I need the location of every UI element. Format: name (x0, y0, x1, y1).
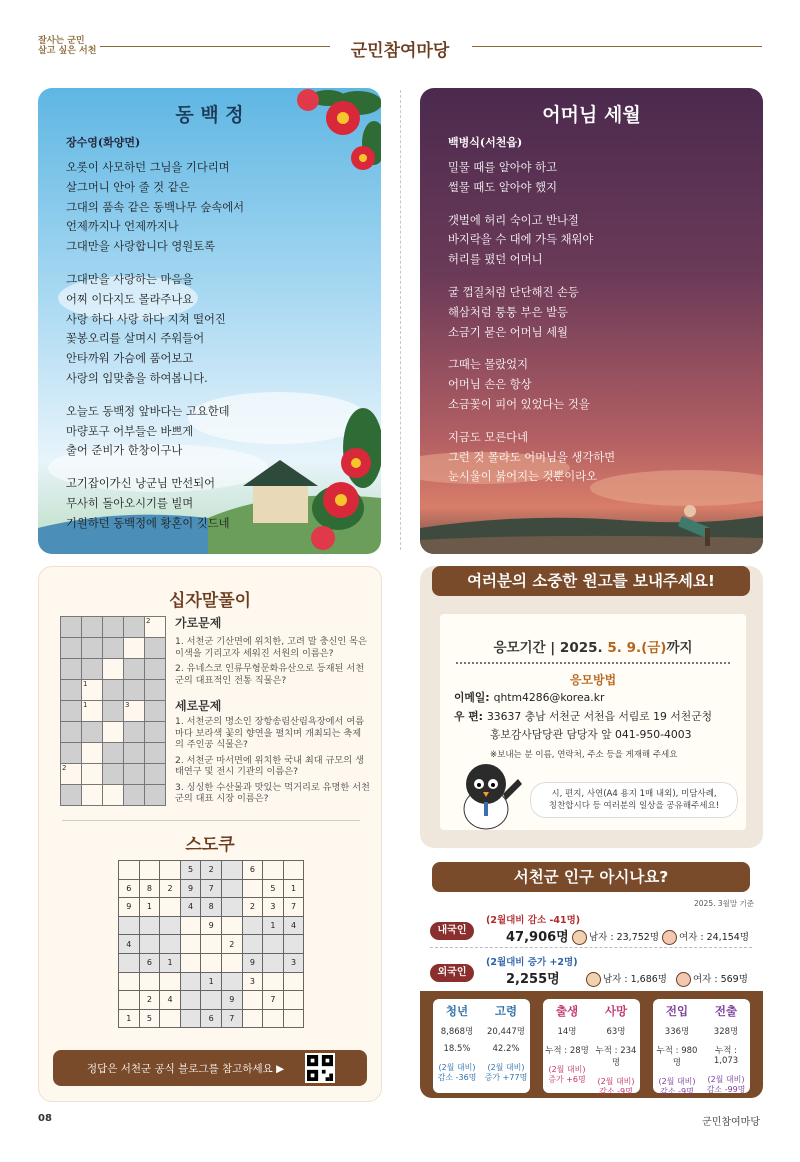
sudoku-cell: 6 (119, 879, 140, 898)
poem-stanza (448, 428, 615, 487)
stat-name: 고령 (494, 1004, 518, 1018)
cell-number: 2 (146, 617, 151, 625)
crossword-cell[interactable] (82, 785, 103, 806)
crossword-cell (103, 764, 124, 785)
crossword-cell (82, 659, 103, 680)
sudoku-cell[interactable] (180, 916, 201, 935)
down-clue: 2. 서천군 마서면에 위치한 국내 최대 규모의 생태연구 및 전시 기관의 이름은? (175, 754, 364, 777)
poem-line: 살그머니 안아 줄 것 같은 (66, 180, 190, 194)
sudoku-cell: 4 (180, 898, 201, 917)
sudoku-cell[interactable] (119, 991, 140, 1010)
bubble-line1: 시, 편지, 사연(A4 용지 1매 내외), 미담사례, (551, 789, 717, 799)
crossword-cell (61, 743, 82, 764)
sudoku-cell[interactable] (139, 916, 160, 935)
crossword-cell (145, 785, 166, 806)
population-stats-panel (420, 991, 763, 1098)
sudoku-cell[interactable] (221, 879, 242, 898)
stat-change-label: (2월 대비) (548, 1065, 586, 1074)
stat-value: 20,447명 (487, 1027, 525, 1037)
sudoku-cell: 2 (201, 861, 222, 880)
sudoku-cell: 7 (221, 1009, 242, 1028)
sudoku-cell[interactable] (221, 916, 242, 935)
sudoku-cell[interactable] (139, 861, 160, 880)
cell-number: 3 (125, 701, 130, 709)
sudoku-cell: 1 (160, 953, 181, 972)
mail-address: 33637 충남 서천군 서천읍 서림로 19 서천군청 (486, 710, 713, 723)
stat-value: 14명 (557, 1027, 577, 1037)
poem-line: 어찌 이다지도 몰라주나요 (66, 292, 194, 306)
crossword-cell (103, 617, 124, 638)
crossword-cell (145, 659, 166, 680)
stat-subvalue: 누적 : 980명 (656, 1046, 698, 1068)
sudoku-cell[interactable] (263, 935, 284, 954)
sudoku-cell[interactable] (160, 1009, 181, 1028)
qr-code-icon[interactable] (305, 1053, 335, 1083)
stat-subvalue: 누적 : 1,073 (713, 1046, 739, 1066)
sudoku-title: 스도쿠 (185, 835, 235, 855)
sudoku-cell: 9 (119, 898, 140, 917)
sudoku-cell[interactable] (283, 991, 304, 1010)
poem-line: 고기잡이가신 낭군님 만선되어 (66, 477, 216, 491)
crossword-cell[interactable] (145, 617, 166, 638)
poem-stanza (66, 402, 244, 461)
email-label: 이메일: (454, 691, 490, 704)
stat-name: 전출 (714, 1004, 738, 1018)
magpie-mascot-icon (448, 754, 528, 834)
poem-line: 해삼처럼 퉁퉁 부은 발등 (448, 305, 568, 319)
sudoku-cell[interactable] (160, 861, 181, 880)
poem-stanza (448, 283, 615, 342)
stat-change (702, 1075, 750, 1095)
poem-line: 마량포구 어부들은 바쁘게 (66, 424, 194, 438)
down-clue: 3. 싱싱한 수산물과 맛있는 먹거리로 유명한 서천군의 대표 시장 이름은? (175, 781, 370, 804)
sudoku-cell[interactable] (242, 916, 263, 935)
stat-change-value: 감소 -36명 (437, 1073, 477, 1082)
stat-subvalue: 누적 : 234명 (595, 1046, 637, 1068)
poem-author: 백병식(서천읍) (448, 136, 523, 149)
sudoku-cell: 5 (180, 861, 201, 880)
poem-card-dongbaekjeong (38, 88, 381, 554)
population-divider (430, 947, 752, 948)
sudoku-cell: 1 (263, 916, 284, 935)
sudoku-cell[interactable] (201, 991, 222, 1010)
poem-line: 소금꽃이 피어 있었다는 것을 (448, 397, 590, 411)
poem-line: 안타까워 가슴에 품어보고 (66, 352, 194, 366)
poem-line: 밀물 때를 알아야 하고 (448, 161, 557, 174)
sudoku-cell: 9 (201, 916, 222, 935)
mail-contact: 홍보감사담당관 담당자 앞 041-950-4003 (490, 728, 692, 741)
crossword-cell (103, 743, 124, 764)
sudoku-cell: 8 (201, 898, 222, 917)
deadline (440, 636, 746, 656)
foreign-population-row (424, 954, 758, 992)
poem-line: 지금도 모른다네 (448, 430, 528, 444)
crossword-cell[interactable] (61, 764, 82, 785)
stat-change-value: 증가 +77명 (484, 1073, 528, 1082)
sudoku-cell[interactable] (180, 953, 201, 972)
sudoku-cell: 7 (263, 991, 284, 1010)
stat-name: 출생 (555, 1004, 579, 1018)
korean-female-count: 여자 : 24,154명 (679, 932, 750, 943)
poem-line: 오늘도 동백정 앞바다는 고요한데 (66, 404, 230, 418)
sudoku-cell[interactable] (221, 861, 242, 880)
poem-line: 갯벌에 허리 숙이고 반나절 (448, 213, 579, 227)
sudoku-cell: 5 (139, 1009, 160, 1028)
poem-body (448, 158, 615, 500)
sudoku-cell: 9 (242, 953, 263, 972)
stat-value: 63명 (606, 1027, 626, 1037)
sudoku-cell: 4 (119, 935, 140, 954)
crossword-cell (145, 701, 166, 722)
sudoku-cell[interactable] (283, 935, 304, 954)
crossword-cell (61, 638, 82, 659)
sudoku-cell[interactable] (180, 991, 201, 1010)
stat-change-label: (2월 대비) (438, 1063, 476, 1072)
crossword-cell (145, 680, 166, 701)
crossword-cell[interactable] (82, 764, 103, 785)
crossword-cell (145, 638, 166, 659)
poem-line: 무사히 돌아오시기를 빌며 (66, 496, 194, 510)
sudoku-cell[interactable] (283, 861, 304, 880)
submission-notice (440, 614, 746, 830)
sudoku-cell[interactable] (263, 953, 284, 972)
sudoku-cell[interactable] (242, 991, 263, 1010)
poem-line: 소금기 묻은 어머님 세월 (448, 325, 568, 339)
poem-line: 그대의 품속 같은 동백나무 숲속에서 (66, 200, 245, 214)
footer-label: 군민참여마당 (702, 1117, 760, 1128)
sudoku-cell: 8 (139, 879, 160, 898)
crossword-cell[interactable] (124, 701, 145, 722)
poem-line: 꽃봉오리를 살며시 주워들어 (66, 332, 205, 346)
sudoku-cell[interactable] (160, 898, 181, 917)
cell-number: 2 (62, 764, 67, 772)
deadline-suffix: 까지 (666, 640, 693, 656)
sudoku-cell[interactable] (160, 972, 181, 991)
poem-body (66, 158, 244, 547)
sudoku-cell[interactable] (242, 1009, 263, 1028)
poem-stanza (66, 158, 244, 257)
page-number: 08 (38, 1113, 52, 1124)
poem-stanza (448, 211, 615, 270)
crossword-grid[interactable] (60, 616, 166, 806)
sudoku-cell[interactable] (180, 935, 201, 954)
poem-stanza (66, 270, 244, 389)
poem-title: 동 백 정 (175, 104, 244, 126)
sudoku-cell: 3 (242, 972, 263, 991)
sudoku-cell[interactable] (119, 972, 140, 991)
mail-row (454, 709, 712, 724)
across-clue: 1. 서천군 기산면에 위치한, 고려 말 충신인 목은 이색을 기리고자 세워진 서원의 이름은? (175, 636, 367, 659)
sudoku-cell[interactable] (139, 935, 160, 954)
korean-change: (2월대비 감소 -41명) (486, 915, 581, 926)
korean-male (572, 929, 659, 945)
crossword-cell (61, 785, 82, 806)
stat-value: 336명 (664, 1027, 690, 1037)
stat-3 (592, 999, 640, 1097)
stat-0 (433, 999, 481, 1083)
foreign-badge: 외국인 (430, 964, 474, 982)
puzzle-divider (62, 820, 360, 821)
sudoku-cell[interactable] (201, 953, 222, 972)
sudoku-grid[interactable] (118, 860, 304, 1028)
mail-label: 우 편: (454, 710, 483, 723)
poem-line: 눈시울이 붉어지는 것뿐이라오 (448, 470, 598, 484)
crossword-cell[interactable] (124, 638, 145, 659)
crossword-cell (61, 680, 82, 701)
sudoku-cell[interactable] (160, 935, 181, 954)
poem-author: 장수영(화양면) (66, 136, 141, 149)
male-face-icon (572, 930, 587, 945)
sudoku-cell[interactable] (180, 972, 201, 991)
sudoku-cell[interactable] (180, 1009, 201, 1028)
poem-line: 썰물 때도 알아야 했지 (448, 180, 557, 194)
poem-title: 어머님 세월 (542, 104, 641, 126)
poem-stanza (448, 355, 615, 414)
answer-link-bar[interactable] (53, 1050, 367, 1086)
sudoku-cell: 7 (283, 898, 304, 917)
foreign-male (586, 971, 667, 987)
poem-card-mother (420, 88, 763, 554)
sudoku-cell: 7 (201, 879, 222, 898)
across-heading: 가로문제 (175, 616, 222, 630)
stat-group (543, 999, 640, 1096)
sudoku-cell: 4 (160, 991, 181, 1010)
crossword-title: 십자말풀이 (168, 591, 252, 611)
sudoku-cell[interactable] (201, 935, 222, 954)
stat-change-value: 감소 -9명 (660, 1087, 694, 1096)
stat-name: 전입 (665, 1004, 689, 1018)
sudoku-cell[interactable] (119, 953, 140, 972)
crossword-cell (124, 743, 145, 764)
stat-change (482, 1063, 530, 1083)
sudoku-cell: 1 (119, 1009, 140, 1028)
foreign-male-count: 남자 : 1,686명 (603, 974, 667, 985)
tagline-line2: 살고 싶은 서천 (38, 46, 97, 56)
poem-line: 어머님 손은 항상 (448, 378, 532, 392)
stat-change (543, 1065, 591, 1085)
poem-line: 허리를 폈던 어머니 (448, 253, 543, 267)
crossword-cell (124, 785, 145, 806)
sudoku-cell: 2 (242, 898, 263, 917)
submission-banner: 여러분의 소중한 원고를 보내주세요! (432, 566, 750, 596)
sudoku-cell: 6 (242, 861, 263, 880)
crossword-cell (124, 617, 145, 638)
female-face-icon (662, 930, 677, 945)
sudoku-cell[interactable] (242, 935, 263, 954)
foreign-female-count: 여자 : 569명 (693, 974, 748, 985)
stat-change-label: (2월 대비) (597, 1077, 635, 1086)
crossword-cell (61, 722, 82, 743)
stat-change (592, 1077, 640, 1097)
male-face-icon (586, 972, 601, 987)
stat-name: 사망 (604, 1004, 628, 1018)
crossword-cell (82, 638, 103, 659)
population-banner: 서천군 인구 아시나요? (432, 862, 750, 892)
stat-value: 8,868명 (440, 1027, 474, 1037)
sudoku-cell: 9 (221, 991, 242, 1010)
stat-change-value: 감소 -9명 (599, 1087, 633, 1096)
across-clues (175, 636, 370, 690)
crossword-cell (124, 764, 145, 785)
poem-line: 언제까지나 언제까지나 (66, 220, 179, 234)
speech-bubble (530, 782, 738, 818)
stat-change-label: (2월 대비) (487, 1063, 525, 1072)
stat-value: 328명 (713, 1027, 739, 1037)
across-clue: 2. 유네스코 인류무형문화유산으로 등재된 서천군의 대표적인 전통 직물은? (175, 663, 365, 686)
poem-line: 기원하던 동백정에 황혼이 깃드네 (66, 516, 230, 530)
stat-change-label: (2월 대비) (707, 1075, 745, 1084)
reference-date: 2025. 3월말 기준 (694, 899, 754, 908)
crossword-cell (124, 680, 145, 701)
sudoku-cell: 1 (283, 879, 304, 898)
crossword-cell (145, 722, 166, 743)
crossword-cell (61, 617, 82, 638)
sudoku-cell[interactable] (283, 972, 304, 991)
stat-group (653, 999, 750, 1096)
stat-change (433, 1063, 481, 1083)
answer-label: 정답은 서천군 공식 블로그를 참고하세요 ▶ (87, 1063, 285, 1075)
crossword-cell (124, 722, 145, 743)
sudoku-cell[interactable] (139, 972, 160, 991)
crossword-cell (145, 743, 166, 764)
sudoku-cell[interactable] (119, 916, 140, 935)
foreign-total: 2,255명 (506, 972, 560, 987)
stat-name: 청년 (445, 1004, 469, 1018)
poem-line: 그대만을 사랑합니다 영원토록 (66, 240, 216, 254)
sudoku-cell[interactable] (119, 861, 140, 880)
crossword-cell[interactable] (82, 743, 103, 764)
poem-stanza (448, 158, 615, 198)
poem-line: 사랑 하다 사랑 하다 지쳐 떨어진 (66, 312, 226, 326)
stat-4 (653, 999, 701, 1097)
cell-number: 1 (83, 680, 88, 688)
bubble-line2: 칭찬합시다 등 여러분의 일상을 공유해주세요! (548, 801, 720, 811)
sudoku-cell[interactable] (221, 972, 242, 991)
crossword-cell (103, 638, 124, 659)
foreign-female (676, 971, 748, 987)
crossword-cell[interactable] (103, 785, 124, 806)
crossword-cell (61, 659, 82, 680)
stat-change-value: 증가 +6명 (548, 1075, 586, 1084)
dotted-divider (456, 662, 730, 664)
sudoku-cell[interactable] (283, 1009, 304, 1028)
poem-line: 오롯이 사모하던 그님을 기다리며 (66, 161, 230, 174)
stat-5 (702, 999, 750, 1095)
sudoku-cell[interactable] (221, 953, 242, 972)
crossword-cell[interactable] (103, 659, 124, 680)
crossword-cell (103, 701, 124, 722)
sudoku-cell: 4 (283, 916, 304, 935)
poem-line: 출어 준비가 한창이구나 (66, 444, 183, 458)
crossword-cell (103, 680, 124, 701)
crossword-cell[interactable] (103, 722, 124, 743)
korean-female (662, 929, 749, 945)
sudoku-cell[interactable] (160, 916, 181, 935)
page-title: 군민참여마당 (350, 41, 450, 61)
foreign-change: (2월대비 증가 +2명) (486, 957, 578, 968)
korean-male-count: 남자 : 23,752명 (589, 932, 660, 943)
stat-subvalue: 누적 : 28명 (545, 1046, 589, 1056)
sudoku-cell[interactable] (221, 898, 242, 917)
stat-subvalue: 42.2% (492, 1044, 520, 1054)
poem-line: 바지락을 수 대에 가득 채워야 (448, 233, 594, 247)
stat-subvalue: 18.5% (443, 1044, 471, 1054)
sudoku-cell: 1 (201, 972, 222, 991)
poem-line: 그대만을 사랑하는 마음을 (66, 272, 194, 286)
crossword-cell (124, 659, 145, 680)
column-divider (400, 90, 401, 550)
poem-line: 그때는 몰랐었지 (448, 358, 528, 372)
cell-number: 1 (83, 701, 88, 709)
korean-population-row (424, 912, 758, 950)
sudoku-cell: 1 (139, 898, 160, 917)
crossword-cell (82, 617, 103, 638)
deadline-date: 5. 9.(금) (607, 640, 667, 656)
crossword-cell (82, 722, 103, 743)
submission-note: ※보내는 분 이름, 연락처, 주소 등을 게재해 주세요 (490, 750, 678, 760)
sudoku-cell[interactable] (242, 879, 263, 898)
deadline-prefix: 응모기간 | 2025. (493, 640, 608, 656)
stat-change-value: 감소 -99명 (706, 1085, 746, 1094)
sudoku-cell[interactable] (263, 861, 284, 880)
korean-badge: 내국인 (430, 922, 474, 940)
female-face-icon (676, 972, 691, 987)
crossword-cell (61, 701, 82, 722)
sudoku-cell: 6 (201, 1009, 222, 1028)
email-link[interactable]: qhtm4286@korea.kr (493, 691, 605, 704)
sudoku-cell: 3 (283, 953, 304, 972)
sudoku-cell: 2 (221, 935, 242, 954)
down-clues (175, 716, 370, 809)
stat-2 (543, 999, 591, 1085)
sudoku-cell: 3 (263, 898, 284, 917)
sudoku-cell: 5 (263, 879, 284, 898)
tagline-line1: 잘사는 군민 (38, 36, 85, 46)
method-title: 응모방법 (569, 673, 617, 687)
crossword-cell[interactable] (82, 680, 103, 701)
down-heading: 세로문제 (175, 699, 222, 713)
stat-change-label: (2월 대비) (658, 1077, 696, 1086)
crossword-cell[interactable] (82, 701, 103, 722)
down-clue: 1. 서천군의 명소인 장항송림산림욕장에서 여름마다 보라색 꽃의 향연을 펼치며 개최되는 축제의 주인공 식물은? (175, 716, 365, 750)
korean-total: 47,906명 (506, 930, 569, 945)
sudoku-cell: 2 (160, 879, 181, 898)
poem-line: 그런 것 몰라도 어머님을 생각하면 (448, 450, 616, 464)
stat-change (653, 1077, 701, 1097)
stat-group (433, 999, 530, 1093)
poem-line: 사랑의 입맞춤을 하여봅니다. (66, 371, 208, 385)
sudoku-cell[interactable] (263, 972, 284, 991)
email-row (454, 690, 604, 705)
stat-1 (482, 999, 530, 1083)
sudoku-cell[interactable] (263, 1009, 284, 1028)
poem-line: 굴 껍질처럼 단단해진 손등 (448, 285, 579, 299)
sudoku-cell: 9 (180, 879, 201, 898)
poem-stanza (66, 474, 244, 533)
sudoku-cell: 2 (139, 991, 160, 1010)
crossword-cell (145, 764, 166, 785)
sudoku-cell: 6 (139, 953, 160, 972)
